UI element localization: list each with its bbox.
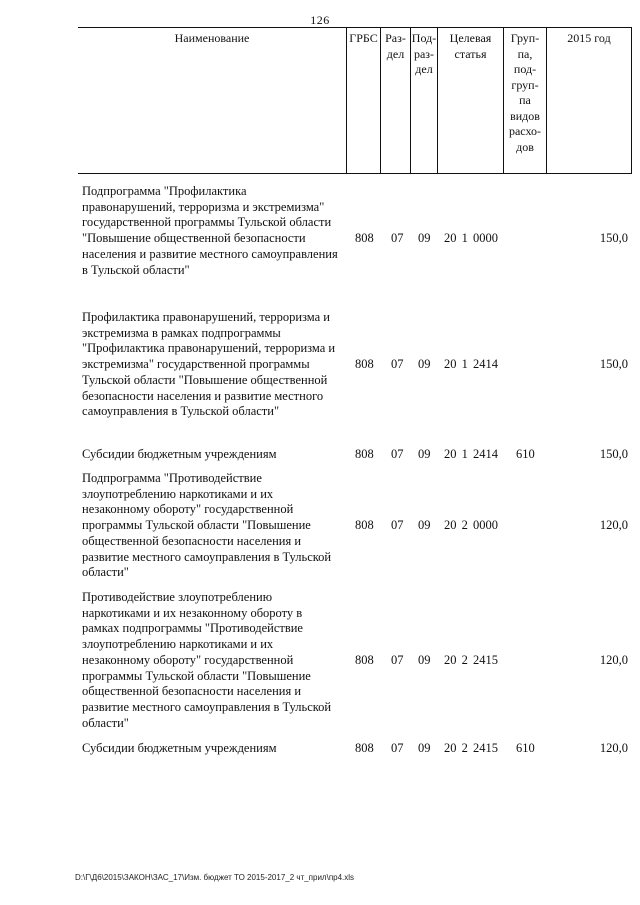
header-text: па (519, 93, 531, 107)
row-name-line: Субсидии бюджетным учреждениям (82, 447, 277, 461)
row-name-line: программы Тульской области "Повышение (82, 518, 311, 533)
row-name-line: Субсидии бюджетным учреждениям (82, 741, 277, 755)
row-grbs: 808 (355, 652, 374, 667)
table-header (78, 27, 632, 174)
header-text: статья (454, 46, 487, 61)
row-name-line: безопасности населения и развитие местного (82, 388, 324, 403)
row-podrazdel: 09 (418, 357, 431, 372)
row-name-line: Подпрограмма "Профилактика (82, 184, 247, 198)
header-text: Груп- (510, 31, 540, 45)
header-text: расхо- (508, 124, 542, 138)
row-razdel: 07 (391, 357, 404, 372)
row-name (82, 184, 350, 278)
page-number: 126 (310, 13, 330, 27)
row-name-line: Профилактика правонарушений, терроризма и (82, 310, 330, 324)
row-podrazdel: 09 (418, 741, 431, 755)
row-amount: 150,0 (599, 447, 628, 461)
row-name (82, 741, 350, 757)
row-name-line: Тульской области "Повышение общественной (82, 372, 328, 387)
row-name-line: государственной программы Тульской области (82, 215, 332, 230)
row-name-line: "Профилактика правонарушений, терроризма и (82, 341, 336, 356)
row-podrazdel: 09 (418, 518, 431, 533)
header-text: дов (516, 139, 534, 154)
header-text: видов (510, 108, 540, 123)
row-target-article: 20 2 2415 (444, 741, 498, 755)
row-target-article: 20 1 0000 (444, 231, 498, 246)
row-name-line: экстремизма" государственной программы (82, 357, 310, 372)
row-razdel: 07 (391, 518, 404, 533)
row-target-article: 20 1 2414 (444, 447, 498, 461)
header-text: под- (513, 62, 537, 76)
header-text: 2015 год (567, 31, 611, 45)
header-expense-type (503, 28, 546, 173)
header-text: Раз- (385, 31, 406, 45)
row-razdel: 07 (391, 447, 404, 461)
row-target-article: 20 2 0000 (444, 518, 498, 533)
row-name-line: рамках подпрограммы "Противодействие (82, 621, 303, 636)
row-name-line: Противодействие злоупотреблению (82, 590, 273, 604)
header-target-article (437, 28, 503, 173)
row-expense-type: 610 (516, 447, 535, 461)
row-name-line: развитие местного самоуправления в Тульской (82, 549, 332, 564)
row-target-article: 20 2 2415 (444, 652, 498, 667)
header-text: дел (415, 62, 433, 76)
header-name (78, 28, 346, 173)
row-name-line: правонарушений, терроризма и экстремизма" (82, 199, 325, 214)
header-text: Под- (411, 31, 437, 45)
row-name-line: в Тульской области" (82, 262, 190, 277)
row-name (82, 471, 350, 581)
row-name-line: злоупотреблению наркотиками и их (82, 637, 274, 652)
row-amount: 120,0 (599, 518, 628, 533)
row-amount: 120,0 (599, 741, 628, 755)
header-podrazdel (410, 28, 437, 173)
header-text: раз- (413, 46, 435, 61)
header-grbs (346, 28, 380, 173)
header-text: груп- (511, 77, 539, 92)
row-name-line: области" (82, 565, 129, 580)
file-path-footer: D:\Г\Д6\2015\ЗАКОН\ЗАС_17\Изм. бюджет ТО 2015-2017_2 чт_прил\пр4.xls (75, 873, 355, 882)
row-grbs: 808 (355, 357, 374, 372)
row-name-line: развитие местного самоуправления в Тульской (82, 699, 332, 714)
row-razdel: 07 (391, 231, 404, 246)
row-podrazdel: 09 (418, 652, 431, 667)
row-razdel: 07 (391, 741, 404, 755)
row-razdel: 07 (391, 652, 404, 667)
row-name-line: программы Тульской области "Повышение (82, 668, 311, 683)
header-year (546, 28, 632, 173)
row-name-line: экстремизма в рамках подпрограммы (82, 325, 281, 340)
row-name-line: населения и развитие местного самоуправления (82, 246, 338, 261)
row-name (82, 447, 350, 463)
row-amount: 120,0 (599, 652, 628, 667)
header-text: ГРБС (349, 31, 378, 45)
header-razdel (380, 28, 410, 173)
row-name (82, 590, 350, 731)
row-grbs: 808 (355, 518, 374, 533)
row-name (82, 310, 350, 420)
row-target-article: 20 1 2414 (444, 357, 498, 372)
header-text: Наименование (174, 31, 250, 45)
row-grbs: 808 (355, 447, 374, 461)
row-name-line: общественной безопасности населения и (82, 684, 302, 699)
row-podrazdel: 09 (418, 231, 431, 246)
row-amount: 150,0 (599, 357, 628, 372)
header-text: дел (386, 46, 405, 61)
row-amount: 150,0 (599, 231, 628, 246)
row-name-line: области" (82, 715, 129, 730)
row-grbs: 808 (355, 231, 374, 246)
row-grbs: 808 (355, 741, 374, 755)
row-podrazdel: 09 (418, 447, 431, 461)
row-name-line: незаконному обороту" государственной (82, 502, 294, 517)
row-name-line: самоуправления в Тульской области" (82, 404, 280, 419)
row-name-line: общественной безопасности населения и (82, 533, 302, 548)
row-name-line: "Повышение общественной безопасности (82, 231, 306, 246)
header-text: па, (517, 46, 533, 61)
header-text: Целевая (449, 31, 492, 45)
row-name-line: Подпрограмма "Противодействие (82, 471, 262, 485)
row-name-line: наркотиками и их незаконному обороту в (82, 605, 303, 620)
row-name-line: незаконному обороту" государственной (82, 652, 294, 667)
row-name-line: злоупотреблению наркотиками и их (82, 486, 274, 501)
row-expense-type: 610 (516, 741, 535, 755)
